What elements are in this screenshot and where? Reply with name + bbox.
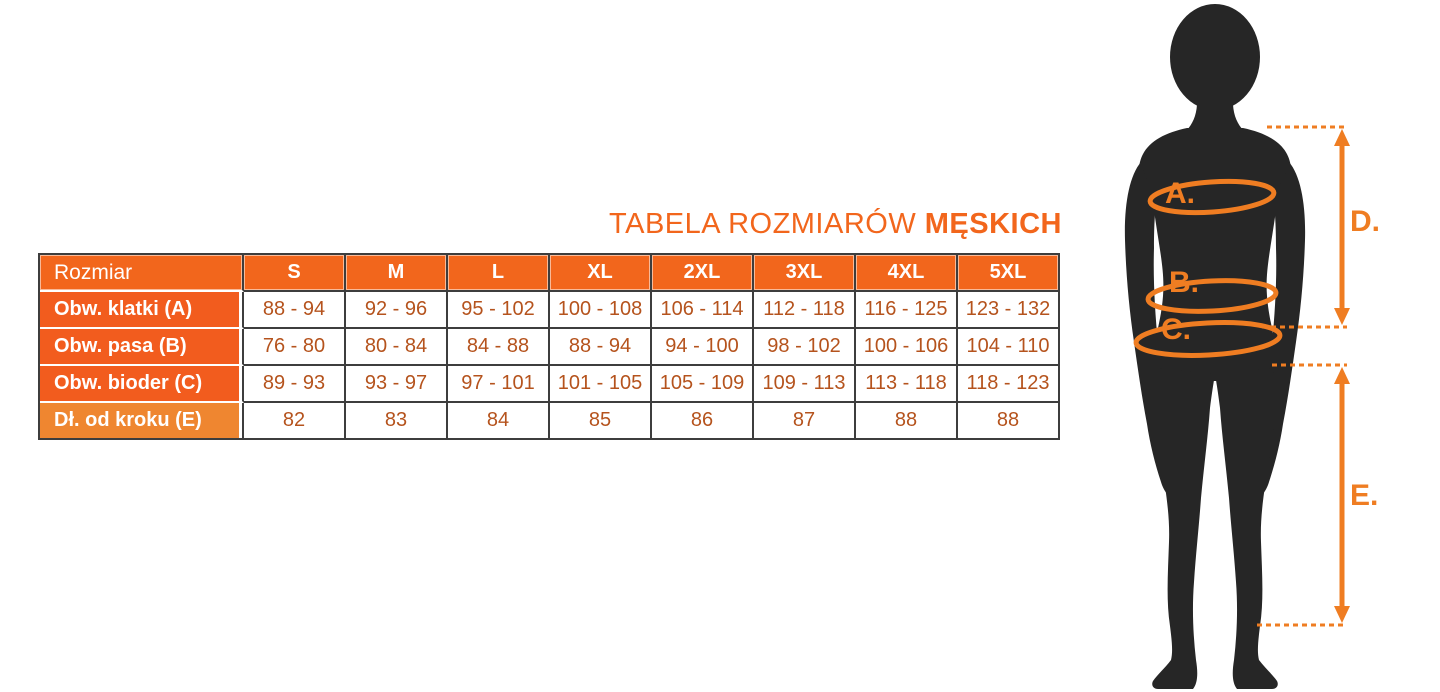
waist-value: 84 - 88 [448,329,550,366]
inseam-measure-label: E. [1350,479,1379,512]
row-label-inseam: Dł. od kroku (E) [40,403,244,440]
size-column-header-m: M [346,255,448,292]
chest-value: 123 - 132 [958,292,1060,329]
size-column-header-5xl: 5XL [958,255,1060,292]
inseam-value: 86 [652,403,754,440]
hips-measure-label: C. [1161,313,1191,346]
waist-measure-label: B. [1169,266,1199,299]
measurement-figure [1095,0,1440,692]
chest-measure-label: A. [1165,177,1195,210]
waist-value: 76 - 80 [244,329,346,366]
size-table-header-row [40,255,1060,292]
table-row-hips [40,366,1060,403]
chest-value: 106 - 114 [652,292,754,329]
torso-measure-label: D. [1350,205,1380,238]
male-silhouette-icon [1125,4,1305,689]
hips-value: 109 - 113 [754,366,856,403]
chest-value: 95 - 102 [448,292,550,329]
row-label-chest: Obw. klatki (A) [40,292,244,329]
waist-value: 104 - 110 [958,329,1060,366]
chest-value: 100 - 108 [550,292,652,329]
hips-value: 101 - 105 [550,366,652,403]
page-title-emphasis: MĘSKICH [924,208,1062,240]
inseam-value: 84 [448,403,550,440]
table-row-inseam [40,403,1060,440]
size-column-header-l: L [448,255,550,292]
chest-value: 112 - 118 [754,292,856,329]
inseam-value: 83 [346,403,448,440]
inseam-length-arrow [1334,367,1350,623]
table-row-waist [40,329,1060,366]
hips-value: 93 - 97 [346,366,448,403]
hips-value: 118 - 123 [958,366,1060,403]
inseam-value: 87 [754,403,856,440]
size-column-header-s: S [244,255,346,292]
size-column-header-2xl: 2XL [652,255,754,292]
inseam-value: 88 [856,403,958,440]
size-column-header-xl: XL [550,255,652,292]
size-table [38,253,1060,440]
hips-value: 105 - 109 [652,366,754,403]
size-column-header-4xl: 4XL [856,255,958,292]
row-label-waist: Obw. pasa (B) [40,329,244,366]
page-title-regular: TABELA ROZMIARÓW [609,208,925,240]
size-table-corner-header: Rozmiar [40,255,244,292]
inseam-value: 88 [958,403,1060,440]
waist-value: 98 - 102 [754,329,856,366]
waist-value: 80 - 84 [346,329,448,366]
page-title [38,204,1062,244]
waist-value: 88 - 94 [550,329,652,366]
inseam-value: 85 [550,403,652,440]
waist-value: 100 - 106 [856,329,958,366]
hips-value: 89 - 93 [244,366,346,403]
waist-value: 94 - 100 [652,329,754,366]
inseam-value: 82 [244,403,346,440]
size-column-header-3xl: 3XL [754,255,856,292]
row-label-hips: Obw. bioder (C) [40,366,244,403]
table-row-chest [40,292,1060,329]
chest-value: 88 - 94 [244,292,346,329]
chest-value: 92 - 96 [346,292,448,329]
torso-length-arrow [1334,129,1350,325]
hips-value: 97 - 101 [448,366,550,403]
hips-value: 113 - 118 [856,366,958,403]
chest-value: 116 - 125 [856,292,958,329]
